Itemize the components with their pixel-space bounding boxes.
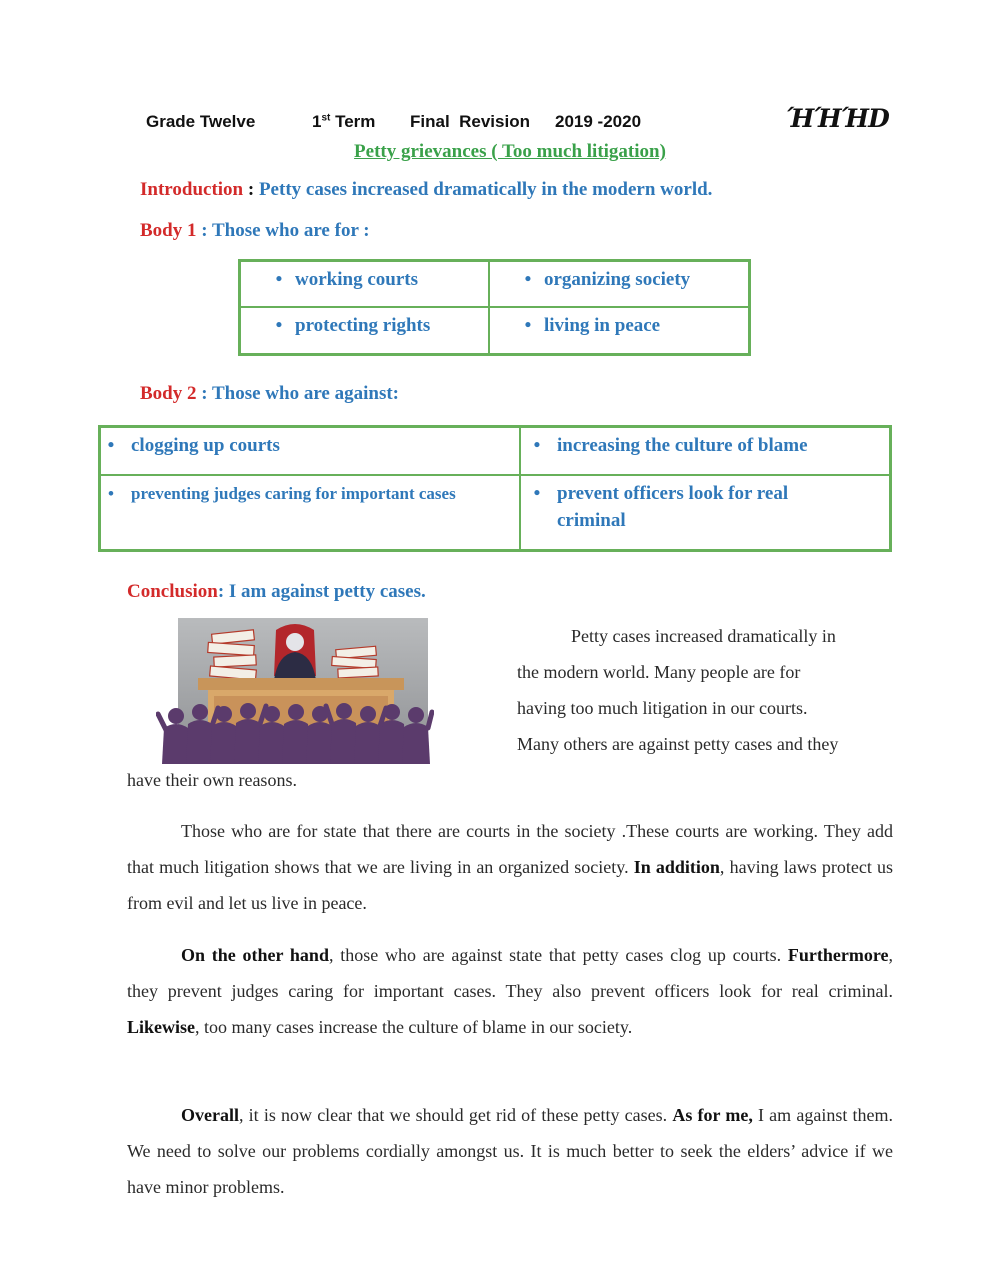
body1-line — [140, 220, 370, 242]
essay-transition: On the other hand — [181, 945, 329, 965]
essay-transition: Likewise — [127, 1017, 196, 1037]
body2-sep: : — [196, 383, 212, 404]
essay-transition: As for me, — [672, 1105, 753, 1125]
essay-text: , they prevent judges caring for important cases. They also prevent officers look for real criminal. — [127, 945, 893, 1001]
author-logo: ΉΉΉD — [786, 104, 889, 133]
table-row — [240, 261, 750, 307]
bullet-icon: • — [108, 483, 114, 503]
essay-paragraph-2 — [127, 813, 893, 921]
revision-label: Final Revision — [410, 112, 530, 131]
cell-text: living in peace — [544, 314, 661, 336]
year-label: 2019 -2020 — [555, 112, 642, 131]
essay-transition: Furthermore — [787, 945, 889, 965]
cell-text: clogging up courts — [131, 435, 280, 456]
body1-sep: : — [196, 220, 212, 241]
body1-text: Those who are for : — [211, 220, 370, 241]
conclusion-line — [127, 581, 426, 603]
table-cell — [520, 427, 891, 475]
bullet-icon: • — [275, 269, 283, 290]
table-cell — [489, 307, 750, 355]
table-cell — [240, 261, 490, 307]
grade-label: Grade Twelve — [146, 112, 256, 131]
table-cell — [240, 307, 490, 355]
cell-text: increasing the culture of blame — [557, 435, 808, 456]
table-cell — [100, 427, 521, 475]
essay-text: I am against them. We need to solve our problems cordially amongst us. It is much better to seek the elders’ advice if we have minor problems. — [127, 1105, 893, 1197]
term-label — [312, 112, 375, 132]
bullet-icon: • — [533, 435, 541, 456]
essay-paragraph-3 — [127, 937, 893, 1045]
cell-text: working courts — [295, 269, 418, 290]
essay-text: , having laws protect us from evil and let us live in peace. — [127, 857, 893, 913]
table-row — [100, 475, 891, 551]
essay-line: have their own reasons. — [127, 770, 297, 790]
introduction-text: Petty cases increased dramatically in the modern world. — [258, 179, 713, 200]
body1-table — [238, 259, 751, 356]
bullet-icon: • — [275, 314, 283, 336]
essay-paragraph-4 — [127, 1097, 893, 1205]
table-cell — [100, 475, 521, 551]
body2-label: Body 2 — [140, 383, 197, 404]
essay-text: Those who are for state that there are courts in the society .These courts are working. They add that much litigation shows that we are living in an organized society. — [127, 821, 893, 877]
cell-text: organizing society — [544, 269, 691, 290]
essay-text: , it is now clear that we should get rid of these petty cases. — [238, 1105, 673, 1125]
term-suffix: st — [321, 112, 331, 124]
table-row — [100, 427, 891, 475]
term-word: Term — [335, 112, 376, 131]
essay-text: , too many cases increase the culture of blame in our society. — [195, 1017, 633, 1037]
introduction-label: Introduction — [140, 179, 244, 200]
cell-text: prevent officers look for real criminal — [557, 482, 789, 531]
conclusion-sep: : — [217, 581, 229, 602]
table-row — [240, 307, 750, 355]
bullet-icon: • — [524, 269, 532, 290]
body2-table — [98, 425, 892, 552]
cell-text: preventing judges caring for important cases — [131, 483, 456, 503]
conclusion-label: Conclusion — [127, 581, 218, 602]
essay-line: the modern world. Many people are for — [517, 662, 801, 682]
introduction-sep: : — [243, 179, 259, 200]
table-cell — [520, 475, 891, 551]
body1-label: Body 1 — [140, 220, 197, 241]
essay-paragraph-1 — [517, 618, 893, 762]
page-title: Petty grievances ( Too much litigation) — [354, 141, 666, 162]
term-number: 1 — [312, 112, 322, 131]
essay-line: having too much litigation in our courts. — [517, 698, 808, 718]
essay-line: Many others are against petty cases and they — [517, 734, 839, 754]
essay-line: Petty cases increased dramatically in — [571, 626, 836, 646]
table-cell — [489, 261, 750, 307]
courtroom-illustration — [156, 618, 434, 764]
essay-transition: In addition — [633, 857, 720, 877]
cell-text: protecting rights — [295, 314, 431, 336]
essay-text: , those who are against state that petty cases clog up courts. — [328, 945, 788, 965]
bullet-icon: • — [107, 435, 115, 456]
bullet-icon: • — [533, 482, 541, 504]
body2-line — [140, 383, 399, 405]
conclusion-text: I am against petty cases. — [228, 581, 426, 602]
introduction-line — [140, 179, 712, 201]
bullet-icon: • — [524, 314, 532, 336]
body2-text: Those who are against: — [211, 383, 400, 404]
essay-transition: Overall — [181, 1105, 239, 1125]
